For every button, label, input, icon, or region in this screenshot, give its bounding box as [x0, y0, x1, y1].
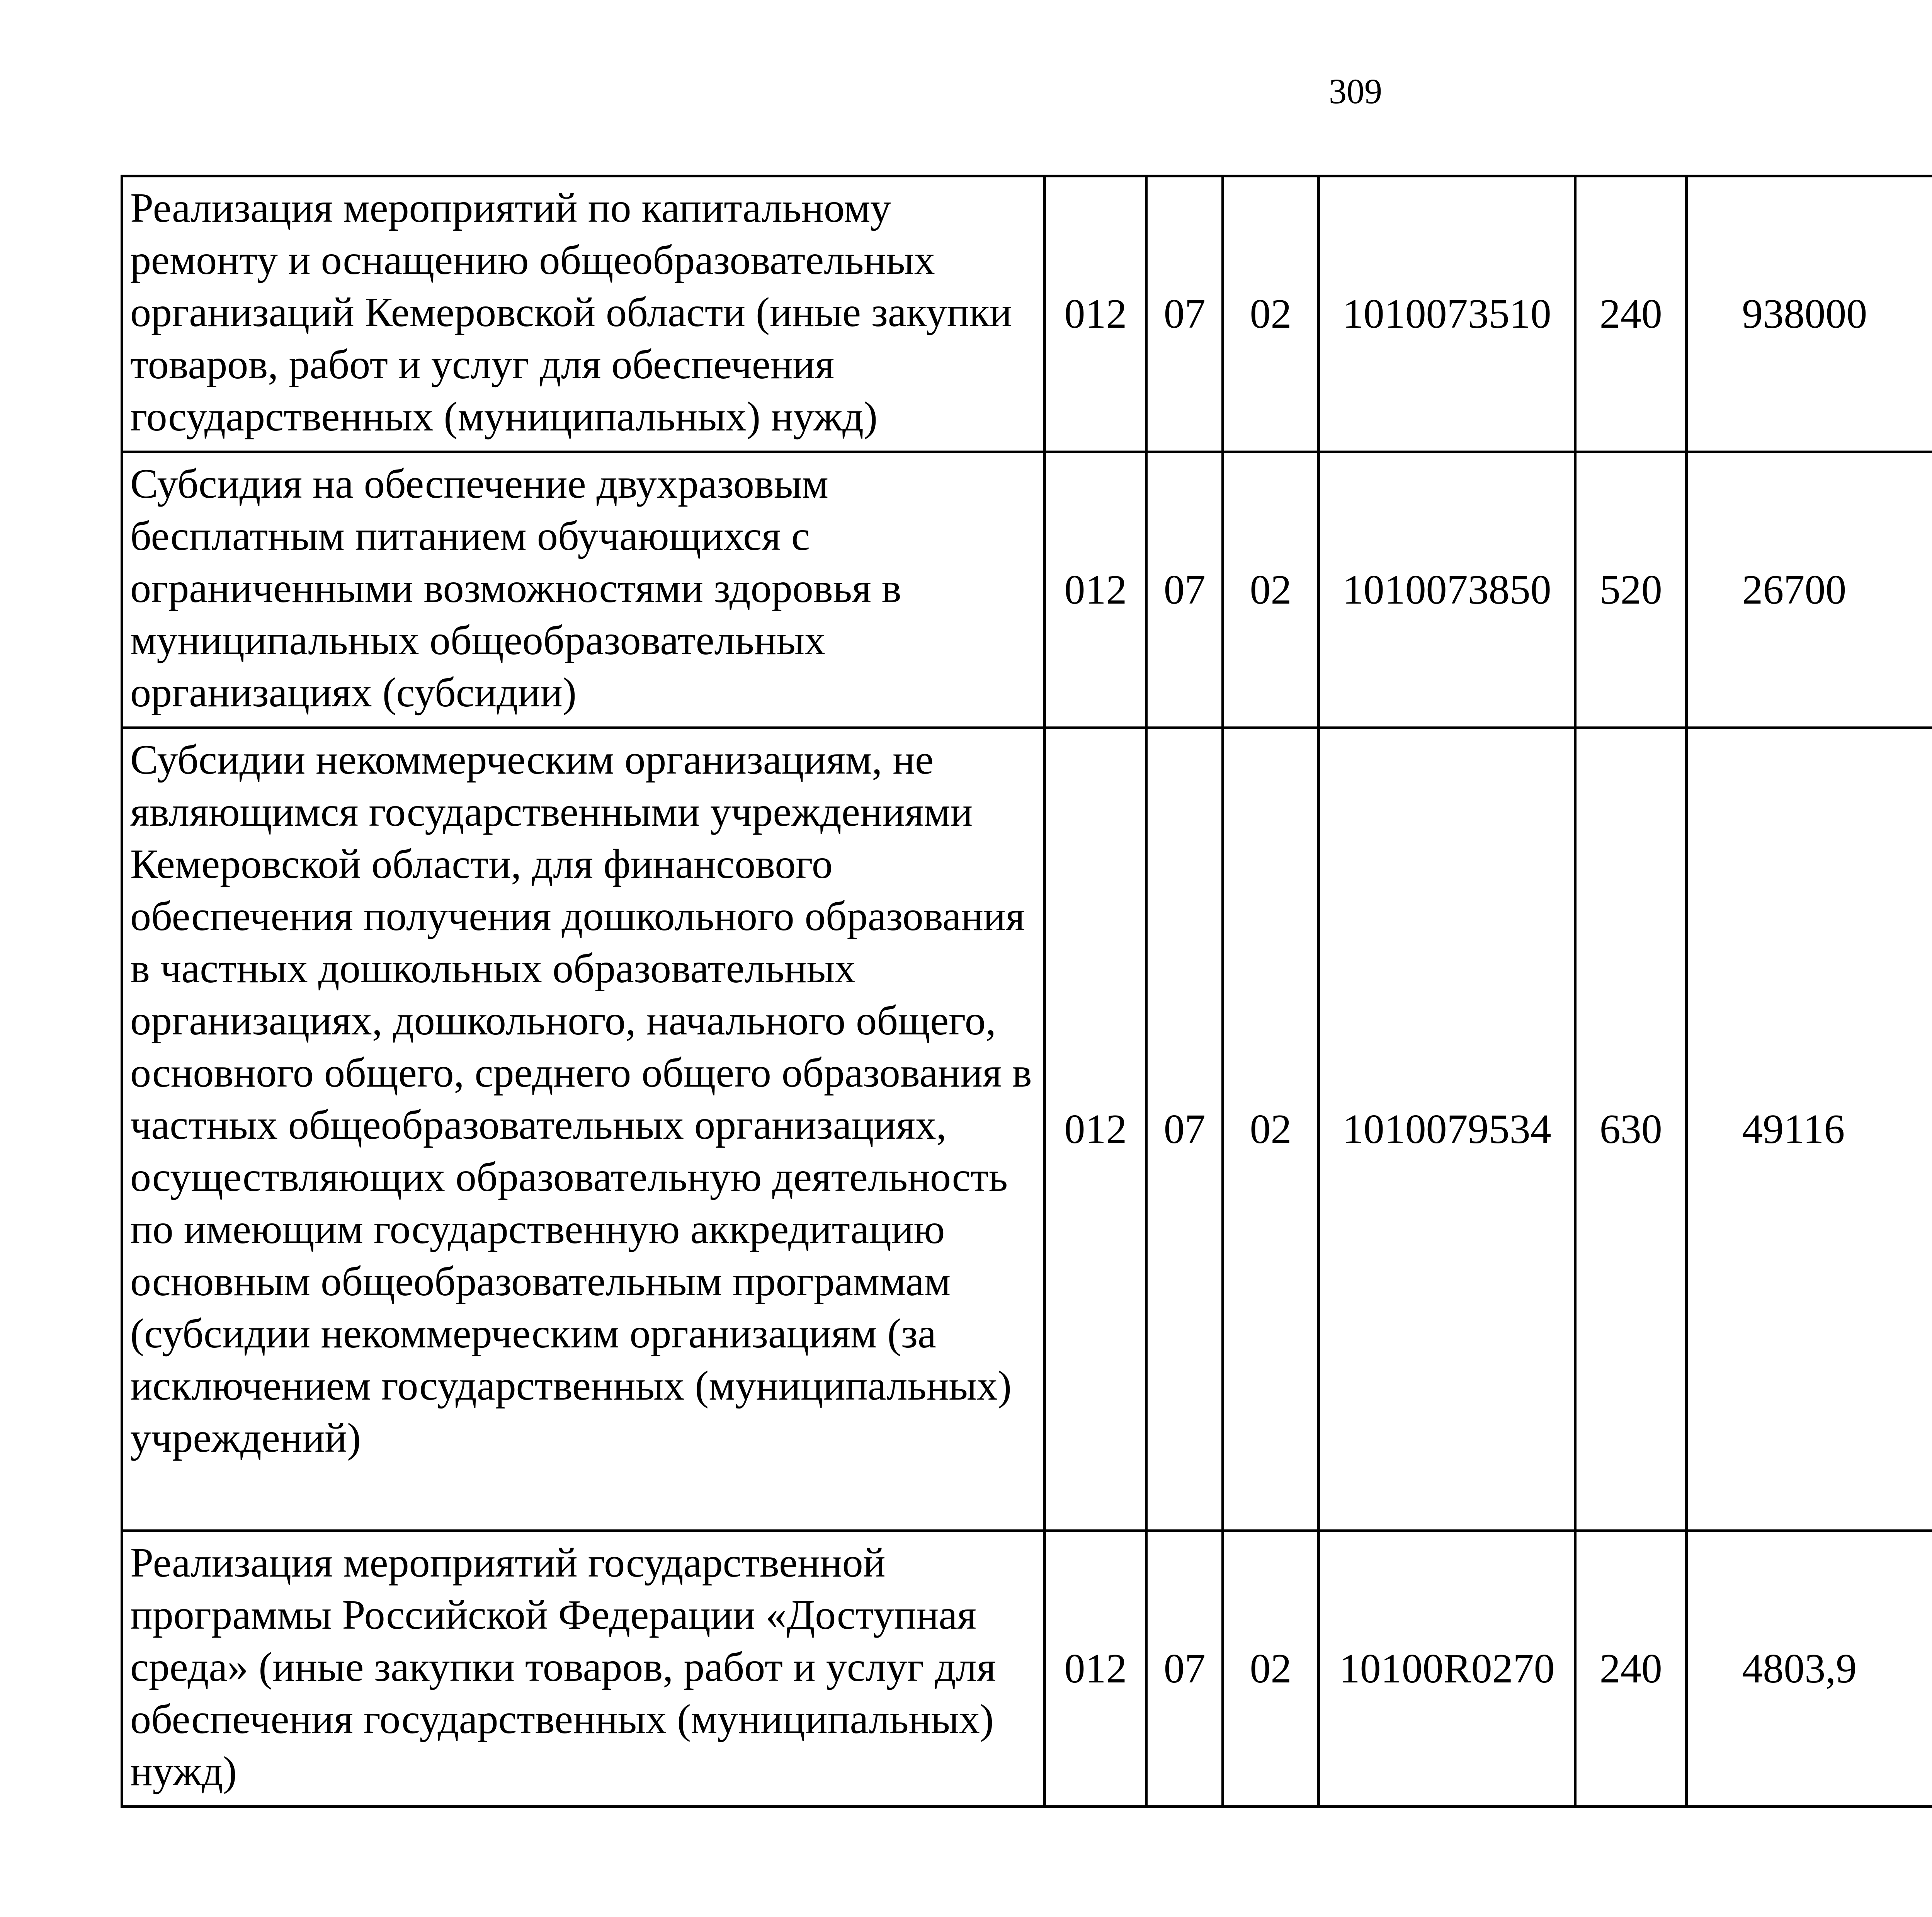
- ministry-code-cell: 012: [1045, 728, 1146, 1531]
- expense-type-cell: 630: [1575, 728, 1687, 1531]
- target-article-cell: 10100R0270: [1318, 1531, 1575, 1807]
- section-code-cell: 07: [1146, 452, 1223, 728]
- page-number: 309: [1329, 71, 1382, 111]
- table-row: [122, 1531, 1932, 1807]
- amount-year-1-cell: 49116: [1687, 728, 1932, 1531]
- subsection-code-cell: 02: [1223, 1531, 1319, 1807]
- ministry-code-cell: 012: [1045, 452, 1146, 728]
- expense-type-cell: 240: [1575, 176, 1687, 452]
- amount-year-1-cell: 4803,9: [1687, 1531, 1932, 1807]
- table-row: [122, 728, 1932, 1531]
- amount-year-1-cell: 938000: [1687, 176, 1932, 452]
- budget-table: [121, 175, 1932, 1808]
- target-article-cell: 1010079534: [1318, 728, 1575, 1531]
- target-article-cell: 1010073510: [1318, 176, 1575, 452]
- subsection-code-cell: 02: [1223, 728, 1319, 1531]
- subsection-code-cell: 02: [1223, 452, 1319, 728]
- ministry-code-cell: 012: [1045, 176, 1146, 452]
- expense-type-cell: 240: [1575, 1531, 1687, 1807]
- table-row: [122, 176, 1932, 452]
- target-article-cell: 1010073850: [1318, 452, 1575, 728]
- section-code-cell: 07: [1146, 1531, 1223, 1807]
- table-row: [122, 452, 1932, 728]
- expense-name-cell: Реализация мероприятий государственной программы Российской Федерации «Доступная среда» (иные закупки товаров, работ и услуг для обеспечения государственных (муниципальных) нужд): [122, 1531, 1045, 1807]
- amount-year-1-cell: 26700: [1687, 452, 1932, 728]
- expense-name-cell: Субсидии некоммерческим организациям, не являющимся государственными учреждениями Кемеровской области, для финансового обеспечения получения дошкольного образования в частных дошкольных образовательных организациях, дошкольного, начального общего, основного общего, среднего общего образования в частных общеобразовательных организациях, осуществляющих образовательную деятельность по имеющим государственную аккредитацию основным общеобразовательным программам (субсидии некоммерческим организациям (за исключением государственных (муниципальных) учреждений): [122, 728, 1045, 1531]
- subsection-code-cell: 02: [1223, 176, 1319, 452]
- expense-name-cell: Субсидия на обеспечение двухразовым бесплатным питанием обучающихся с ограниченными возможностями здоровья в муниципальных общеобразовательных организациях (субсидии): [122, 452, 1045, 728]
- expense-name-cell: Реализация мероприятий по капитальному ремонту и оснащению общеобразовательных организаций Кемеровской области (иные закупки товаров, работ и услуг для обеспечения государственных (муниципальных) нужд): [122, 176, 1045, 452]
- expense-type-cell: 520: [1575, 452, 1687, 728]
- section-code-cell: 07: [1146, 728, 1223, 1531]
- ministry-code-cell: 012: [1045, 1531, 1146, 1807]
- section-code-cell: 07: [1146, 176, 1223, 452]
